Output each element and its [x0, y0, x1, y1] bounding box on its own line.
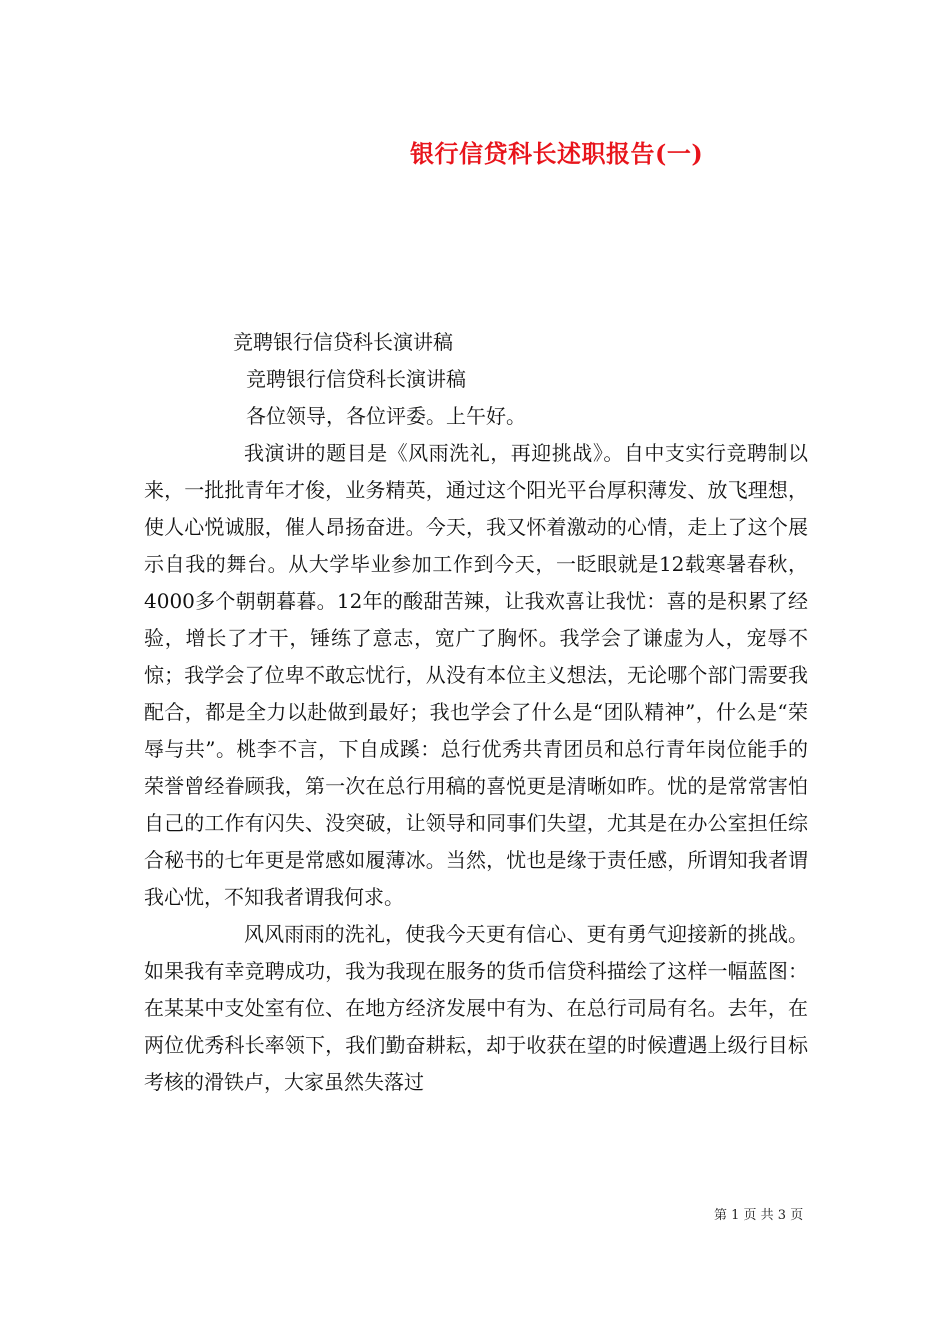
- speech-heading-1: 竞聘银行信贷科长演讲稿: [233, 330, 453, 354]
- greeting-line: 各位领导，各位评委。上午好。: [246, 404, 526, 428]
- page-footer: 第 1 页 共 3 页: [714, 1208, 804, 1223]
- speech-heading-2: 竞聘银行信贷科长演讲稿: [246, 367, 466, 391]
- body-paragraph-1: 我演讲的题目是《风雨洗礼，再迎挑战》。自中支实行竞聘制以来，一批批青年才俊，业务精英，通过这个阳光平台厚积薄发、放飞理想，使人心悦诚服，催人昂扬奋进。今天，我又怀着激动的心情，走上了这个展示自我的舞台。从大学毕业参加工作到今天，一眨眼就是12载寒暑春秋，4000多个朝朝暮暮。12年的酸甜苦辣，让我欢喜让我忧：喜的是积累了经验，增长了才干，锤练了意志，宽广了胸怀。我学会了谦虚为人，宠辱不惊；我学会了位卑不敢忘忧行，从没有本位主义想法，无论哪个部门需要我配合，都是全力以赴做到最好；我也学会了什么是“团队精神”，什么是“荣辱与共”。桃李不言，下自成蹊：总行优秀共青团员和总行青年岗位能手的荣誉曾经眷顾我，第一次在总行用稿的喜悦更是清晰如昨。忧的是常常害怕自己的工作有闪失、没突破，让领导和同事们失望，尤其是在办公室担任综合秘书的七年更是常感如履薄冰。当然，忧也是缘于责任感，所谓知我者谓我心忧，不知我者谓我何求。: [144, 441, 808, 909]
- document-title: 银行信贷科长述职报告(一): [410, 139, 704, 168]
- body-paragraph-2: 风风雨雨的洗礼，使我今天更有信心、更有勇气迎接新的挑战。如果我有幸竞聘成功，我为我现在服务的货币信贷科描绘了这样一幅蓝图：在某某中支处室有位、在地方经济发展中有为、在总行司局有名。去年，在两位优秀科长率领下，我们勤奋耕耘，却于收获在望的时候遭遇上级行目标考核的滑铁卢，大家虽然失落过: [144, 922, 808, 1094]
- document-body: [144, 324, 808, 1101]
